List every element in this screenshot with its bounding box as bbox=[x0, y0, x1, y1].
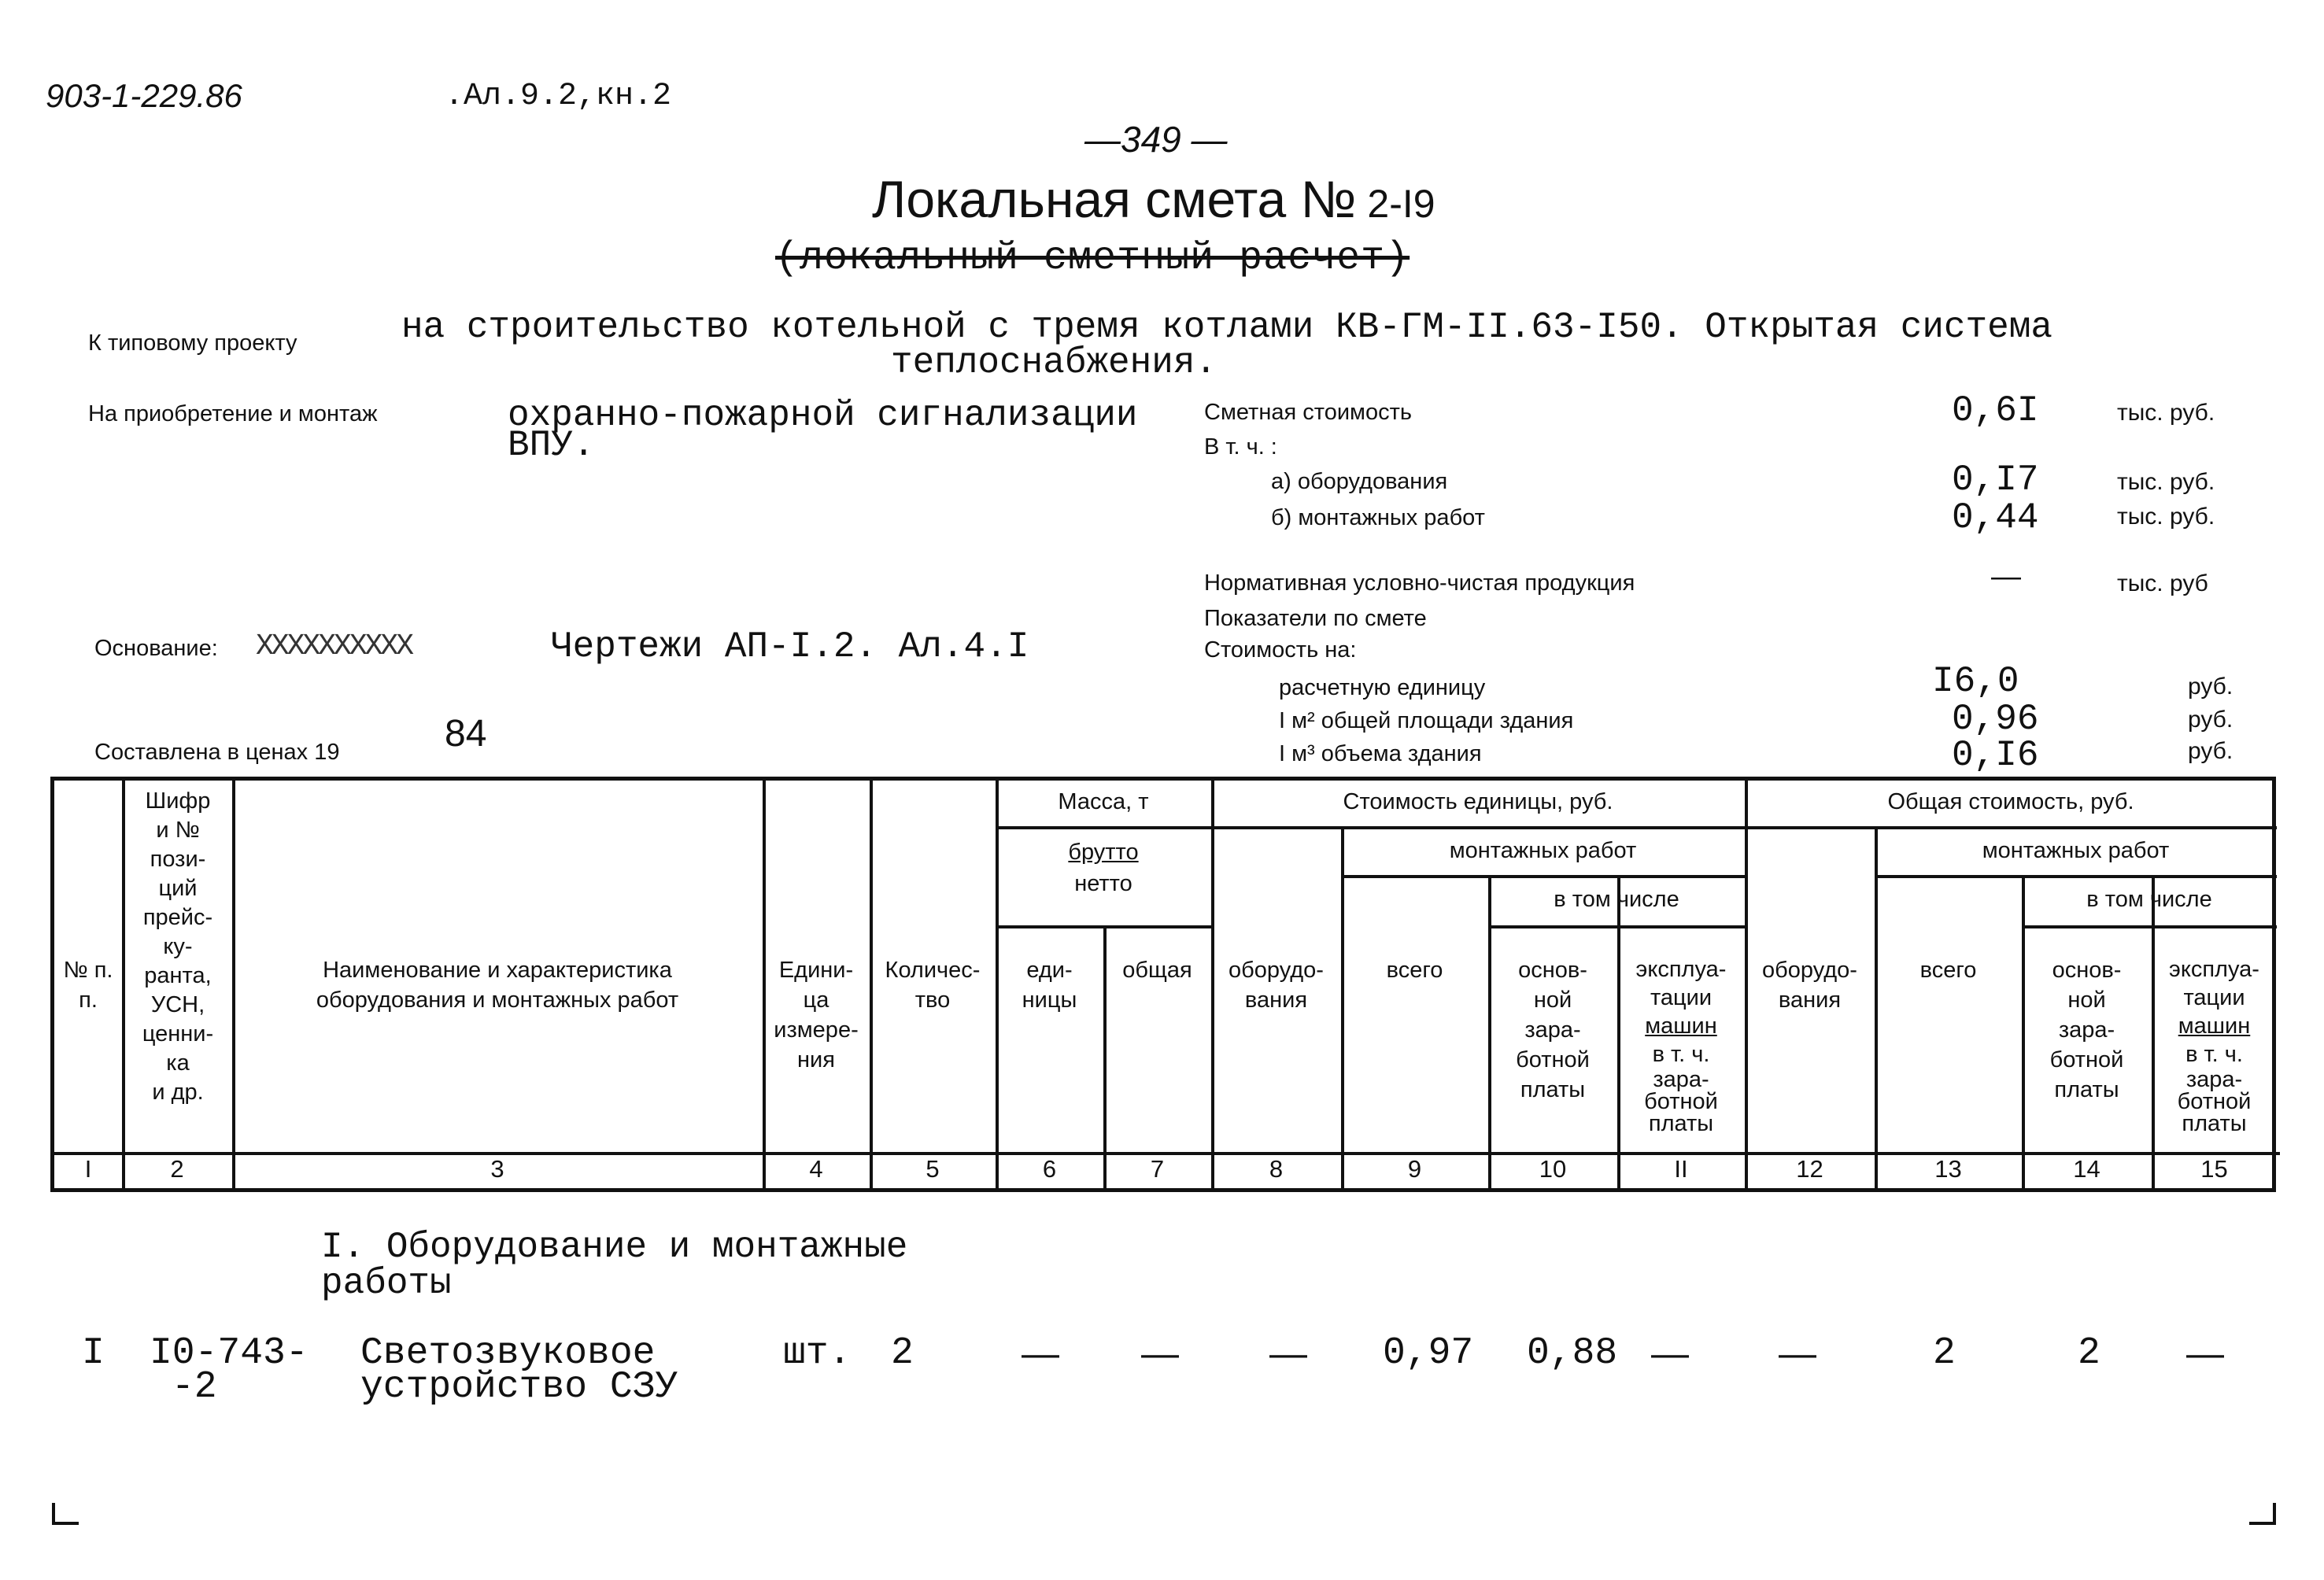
project-text-line1: на строительство котельной с тремя котлами КВ-ГМ-II.63-I50. Открытая система bbox=[401, 307, 2052, 348]
hdr-netto: нетто bbox=[1074, 871, 1132, 896]
col-number: 13 bbox=[1934, 1155, 1962, 1183]
col-number: II bbox=[1674, 1155, 1688, 1183]
row-name-line2: устройство СЗУ bbox=[360, 1366, 678, 1408]
col-number: 8 bbox=[1269, 1155, 1284, 1183]
per-area-value: 0,96 bbox=[1952, 699, 2039, 740]
page-number: —349 — bbox=[1084, 119, 1228, 160]
hdr-total-salary: основ- ной зара- ботной платы bbox=[2049, 958, 2124, 1102]
estimate-cost-label: Сметная стоимость bbox=[1204, 400, 1412, 425]
basis-text: Чертежи АП-I.2. Ал.4.I bbox=[551, 626, 1029, 667]
row-code-line1: I0-743- bbox=[150, 1332, 309, 1375]
row-machines: — bbox=[1651, 1333, 1689, 1375]
hdr-num: № п. п. bbox=[63, 958, 113, 1013]
basis-struck-text: XXXXXXXXXX bbox=[256, 629, 412, 663]
estimate-cost-value: 0,6I bbox=[1952, 390, 2039, 431]
hdr-total-cost: Общая стоимость, руб. bbox=[1887, 789, 2134, 814]
per-area-label: I м² общей площади здания bbox=[1279, 708, 1574, 733]
row-name-line1: Светозвуковое bbox=[360, 1332, 656, 1375]
basis-label: Основание: bbox=[94, 636, 218, 661]
estimate-number: 2-I9 bbox=[1367, 182, 1435, 226]
title-text: Локальная смета № bbox=[872, 170, 1357, 228]
corner-mark-left bbox=[52, 1503, 79, 1525]
corner-mark-right bbox=[2249, 1503, 2276, 1525]
row-machines-sum: — bbox=[2186, 1333, 2224, 1375]
including-label: В т. ч. : bbox=[1204, 434, 1277, 460]
subtitle-text: (локальный сметный расчет) bbox=[775, 236, 1410, 281]
subtitle-strikeout bbox=[775, 236, 1410, 281]
col-number: 9 bbox=[1407, 1155, 1422, 1183]
col-number: 14 bbox=[2073, 1155, 2100, 1183]
row-equip-unit: — bbox=[1269, 1333, 1307, 1375]
prices-year: 84 bbox=[445, 713, 487, 755]
album-code: .Ал.9.2,кн.2 bbox=[445, 79, 672, 114]
per-volume-unit: руб. bbox=[2188, 738, 2233, 764]
col-number: 6 bbox=[1042, 1155, 1057, 1183]
row-equip-total: — bbox=[1779, 1333, 1816, 1375]
per-volume-value: 0,I6 bbox=[1952, 735, 2039, 776]
hdr-unit-cost: Стоимость единицы, руб. bbox=[1343, 789, 1613, 814]
installation-value: 0,44 bbox=[1952, 497, 2039, 538]
col-number: 7 bbox=[1150, 1155, 1165, 1183]
cost-on-label: Стоимость на: bbox=[1204, 637, 1357, 663]
hdr-unit-install: монтажных работ bbox=[1449, 838, 1637, 863]
row-qty: 2 bbox=[891, 1332, 914, 1375]
hdr-total-machines: эксплуа- тации машин в т. ч. зара- ботной платы bbox=[2169, 957, 2259, 1136]
normative-unit: тыс. руб bbox=[2117, 570, 2208, 596]
prices-label: Составлена в ценах 19 bbox=[94, 740, 340, 765]
installation-unit: тыс. руб. bbox=[2117, 504, 2215, 530]
row-unit: шт. bbox=[783, 1332, 852, 1375]
hdr-code: Шифр и № пози- ций прейс- ку- ранта, УСН, ценни- ка и др. bbox=[142, 788, 214, 1105]
row-base-salary: 0,88 bbox=[1527, 1332, 1618, 1375]
purpose-text-line1: охранно-пожарной сигнализации bbox=[508, 395, 1138, 436]
hdr-mass-unit: еди- ницы bbox=[1022, 958, 1077, 1013]
hdr-total-including: в том числе bbox=[2086, 887, 2212, 912]
purpose-text-line2: ВПУ. bbox=[508, 425, 595, 466]
per-area-unit: руб. bbox=[2188, 707, 2233, 733]
hdr-unit-salary: основ- ной зара- ботной платы bbox=[1516, 958, 1590, 1102]
row-install-total: 0,97 bbox=[1383, 1332, 1474, 1375]
row-num: I bbox=[82, 1332, 105, 1375]
equipment-value: 0,I7 bbox=[1952, 460, 2039, 500]
hdr-total-install: монтажных работ bbox=[1982, 838, 2170, 863]
hdr-unit-equip: оборудо- вания bbox=[1229, 958, 1324, 1013]
col-number: 3 bbox=[490, 1155, 504, 1183]
doc-code: 903-1-229.86 bbox=[46, 77, 242, 114]
estimate-table-header bbox=[50, 777, 2276, 1192]
hdr-name: Наименование и характеристика оборудования и монтажных работ bbox=[316, 958, 679, 1013]
hdr-unit-machines: эксплуа- тации машин в т. ч. зара- ботной платы bbox=[1635, 957, 1727, 1136]
hdr-unit: Едини- ца измере- ния bbox=[774, 958, 859, 1072]
indicators-label: Показатели по смете bbox=[1204, 606, 1427, 631]
hdr-unit-including: в том числе bbox=[1554, 887, 1679, 912]
hdr-total-equip: оборудо- вания bbox=[1762, 958, 1857, 1013]
col-number: 5 bbox=[926, 1155, 940, 1183]
section-title: I. Оборудование и монтажные работы bbox=[321, 1227, 908, 1304]
col-number: 15 bbox=[2200, 1155, 2228, 1183]
estimate-cost-unit: тыс. руб. bbox=[2117, 400, 2215, 426]
row-mass-total: — bbox=[1141, 1333, 1179, 1375]
installation-label: б) монтажных работ bbox=[1271, 505, 1485, 530]
equipment-unit: тыс. руб. bbox=[2117, 469, 2215, 495]
hdr-total-total: всего bbox=[1919, 958, 1977, 983]
hdr-unit-total: всего bbox=[1386, 958, 1443, 983]
hdr-qty: Количес- тво bbox=[885, 958, 981, 1013]
col-number: 2 bbox=[170, 1155, 184, 1183]
col-number: 4 bbox=[809, 1155, 823, 1183]
per-unit-label: расчетную единицу bbox=[1279, 675, 1486, 700]
row-mass-unit: — bbox=[1022, 1333, 1059, 1375]
col-number: 10 bbox=[1539, 1155, 1567, 1183]
page-title bbox=[872, 169, 1435, 229]
col-number: 12 bbox=[1796, 1155, 1823, 1183]
per-unit-value: I6,0 bbox=[1932, 661, 2019, 702]
hdr-brutto: брутто bbox=[1068, 840, 1139, 865]
project-text-line2: теплоснабжения. bbox=[891, 342, 1217, 383]
equipment-label: а) оборудования bbox=[1271, 469, 1448, 494]
project-label: К типовому проекту bbox=[88, 330, 297, 356]
per-unit-unit: руб. bbox=[2188, 674, 2233, 700]
row-code-line2: -2 bbox=[172, 1366, 217, 1408]
hdr-mass: Масса, т bbox=[1058, 789, 1149, 814]
row-base-salary-sum: 2 bbox=[2078, 1332, 2100, 1375]
col-number: I bbox=[84, 1155, 92, 1183]
purpose-label: На приобретение и монтаж bbox=[88, 401, 378, 426]
row-install-total-sum: 2 bbox=[1933, 1332, 1956, 1375]
normative-value: — bbox=[1991, 560, 2021, 593]
per-volume-label: I м³ объема здания bbox=[1279, 741, 1482, 766]
normative-label: Нормативная условно-чистая продукция bbox=[1204, 570, 1635, 596]
hdr-mass-total: общая bbox=[1122, 958, 1192, 983]
